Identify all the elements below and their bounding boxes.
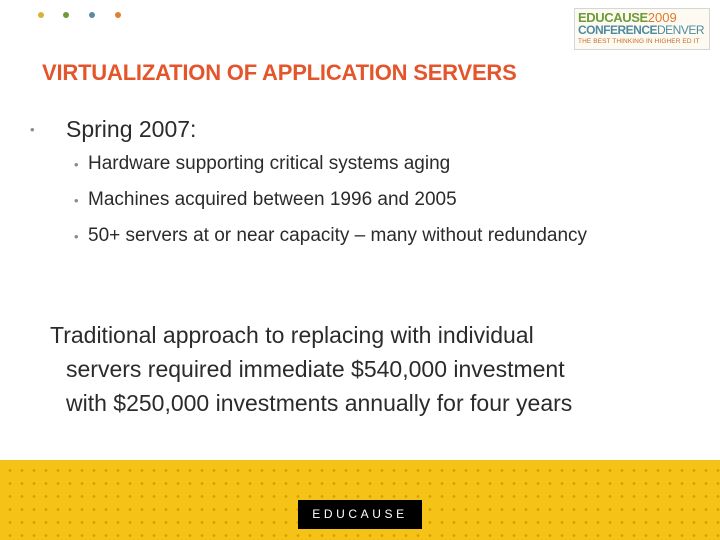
bullet-icon: • (74, 229, 79, 244)
educause-conference-logo (574, 8, 710, 50)
educause-footer-logo: EDUCAUSE (298, 500, 422, 529)
body-paragraph: Traditional approach to replacing with individual servers required immediate $540,000 investment with $250,000 investments annually for four years (50, 322, 573, 416)
dot-icon (115, 12, 121, 18)
bullet-level-2: • Hardware supporting critical systems aging (88, 150, 628, 178)
dot-icon (63, 12, 69, 18)
bullet-icon: • (30, 122, 35, 137)
dot-icon (38, 12, 44, 18)
logo-name: EDUCAUSE (578, 10, 648, 25)
slide-title: VIRTUALIZATION OF APPLICATION SERVERS (42, 60, 517, 85)
logo-year: 2009 (647, 10, 677, 25)
dot-icon (89, 12, 95, 18)
logo-tagline: THE BEST THINKING IN HIGHER ED IT (578, 38, 700, 45)
logo-city: DENVER (657, 23, 705, 37)
bullet-level-2: • Machines acquired between 1996 and 2005 (88, 186, 628, 214)
logo-conference: CONFERENCE (578, 23, 658, 37)
bullet-icon: • (74, 157, 79, 172)
bullet-level-2: • 50+ servers at or near capacity – many without redundancy (88, 222, 628, 250)
bullet-level-1: • Spring 2007: (30, 116, 197, 142)
bullet-icon: • (74, 193, 79, 208)
